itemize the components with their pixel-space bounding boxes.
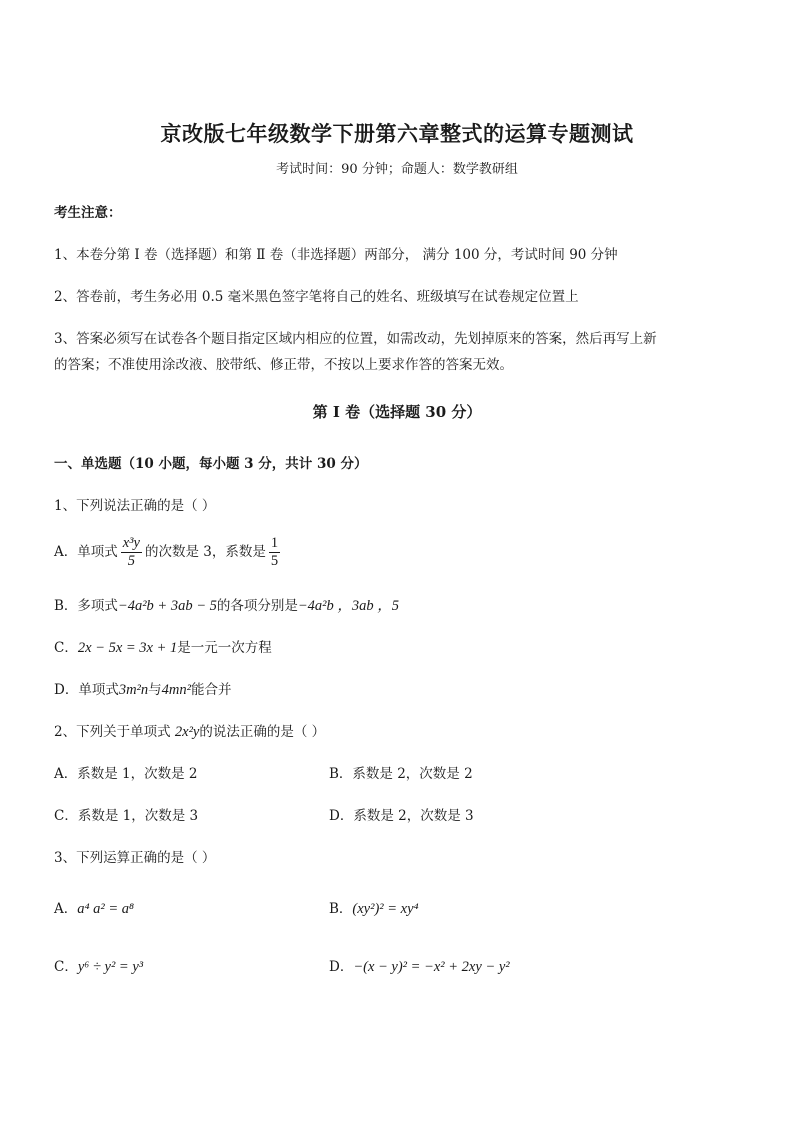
q1-a-denominator-2: 5 [270, 553, 279, 569]
q3-option-a [54, 897, 134, 918]
notice-heading: 考生注意： [54, 205, 122, 221]
q1-a-prefix: A．单项式 [54, 544, 118, 560]
exam-subtitle: 考试时间：90 分钟；命题人：数学教研组 [276, 162, 518, 177]
q1-d-expression-2: 4mn² [161, 682, 191, 698]
q3-d-label: D． [329, 959, 354, 975]
q1-a-fraction [121, 536, 142, 569]
q1-a-denominator: 5 [127, 553, 135, 569]
exam-title: 京改版七年级数学下册第六章整式的运算专题测试 [160, 121, 634, 146]
q1-c-prefix: C． [54, 640, 78, 656]
q2-stem [54, 720, 325, 741]
q3-stem: 3、下列运算正确的是（ ） [54, 850, 216, 866]
q1-a-numerator-2: 1 [270, 535, 279, 551]
q1-b-terms: −4a²b ，3ab ，5 [297, 598, 400, 614]
section-title: 第 I 卷（选择题 30 分） [312, 403, 482, 421]
q3-c-expression: y⁶ ÷ y² = y³ [77, 959, 144, 975]
q1-option-a [54, 536, 283, 569]
q1-d-expression-1: 3m²n [118, 682, 149, 698]
q1-c-suffix: 是一元一次方程 [177, 640, 272, 656]
part-heading: 一、单选题（10 小题，每小题 3 分，共计 30 分） [54, 456, 368, 472]
q2-stem-suffix: 的说法正确的是（ ） [199, 724, 326, 740]
q1-option-c [54, 636, 272, 657]
q3-option-b [329, 897, 419, 918]
q3-option-c [54, 955, 143, 976]
q3-b-label: B． [329, 901, 353, 917]
q1-d-prefix: D．单项式 [54, 682, 119, 698]
q1-d-suffix: 能合并 [190, 682, 232, 698]
q2-stem-expression: 2x²y [174, 724, 200, 740]
notice-item-3-line-1: 3、答案必须写在试卷各个题目指定区域内相应的位置，如需改动，先划掉原来的答案，然后再写上新 [54, 331, 657, 347]
q1-c-expression: 2x − 5x = 3x + 1 [77, 640, 178, 656]
q2-option-a: A．系数是 1，次数是 2 [54, 766, 198, 782]
q1-option-b [54, 594, 399, 615]
q1-a-mid: 的次数是 3，系数是 [144, 544, 266, 560]
q1-a-numerator: x³y [122, 535, 140, 551]
q3-b-expression: (xy²)² = xy⁴ [352, 901, 419, 917]
q3-option-d [329, 955, 510, 976]
q3-a-label: A． [54, 901, 78, 917]
q2-stem-prefix: 2、下列关于单项式 [54, 724, 171, 740]
q3-c-label: C． [54, 959, 78, 975]
q1-b-prefix: B．多项式 [54, 598, 118, 614]
q1-b-mid: 的各项分别是 [216, 598, 298, 614]
notice-item-3-line-2: 的答案；不准使用涂改液、胶带纸、修正带，不按以上要求作答的答案无效。 [54, 357, 513, 373]
q1-b-expression: −4a²b + 3ab − 5 [117, 598, 217, 614]
q1-stem: 1、下列说法正确的是（ ） [54, 498, 216, 514]
q1-a-fraction-2 [269, 536, 280, 569]
q2-option-c: C．系数是 1，次数是 3 [54, 808, 199, 824]
notice-item-1: 1、本卷分第 Ⅰ 卷（选择题）和第 Ⅱ 卷（非选择题）两部分， 满分 100 分，考试时间 90 分钟 [54, 247, 618, 263]
q1-d-mid: 与 [148, 682, 162, 698]
notice-item-2: 2、答卷前，考生务必用 0.5 毫米黑色签字笔将自己的姓名、班级填写在试卷规定位置上 [54, 289, 579, 305]
q3-a-expression: a⁴ a² = a⁸ [77, 901, 135, 917]
q2-option-b: B．系数是 2，次数是 2 [329, 766, 473, 782]
q1-option-d [54, 678, 231, 699]
q3-d-expression: −(x − y)² = −x² + 2xy − y² [353, 959, 510, 975]
q2-option-d: D．系数是 2，次数是 3 [329, 808, 474, 824]
